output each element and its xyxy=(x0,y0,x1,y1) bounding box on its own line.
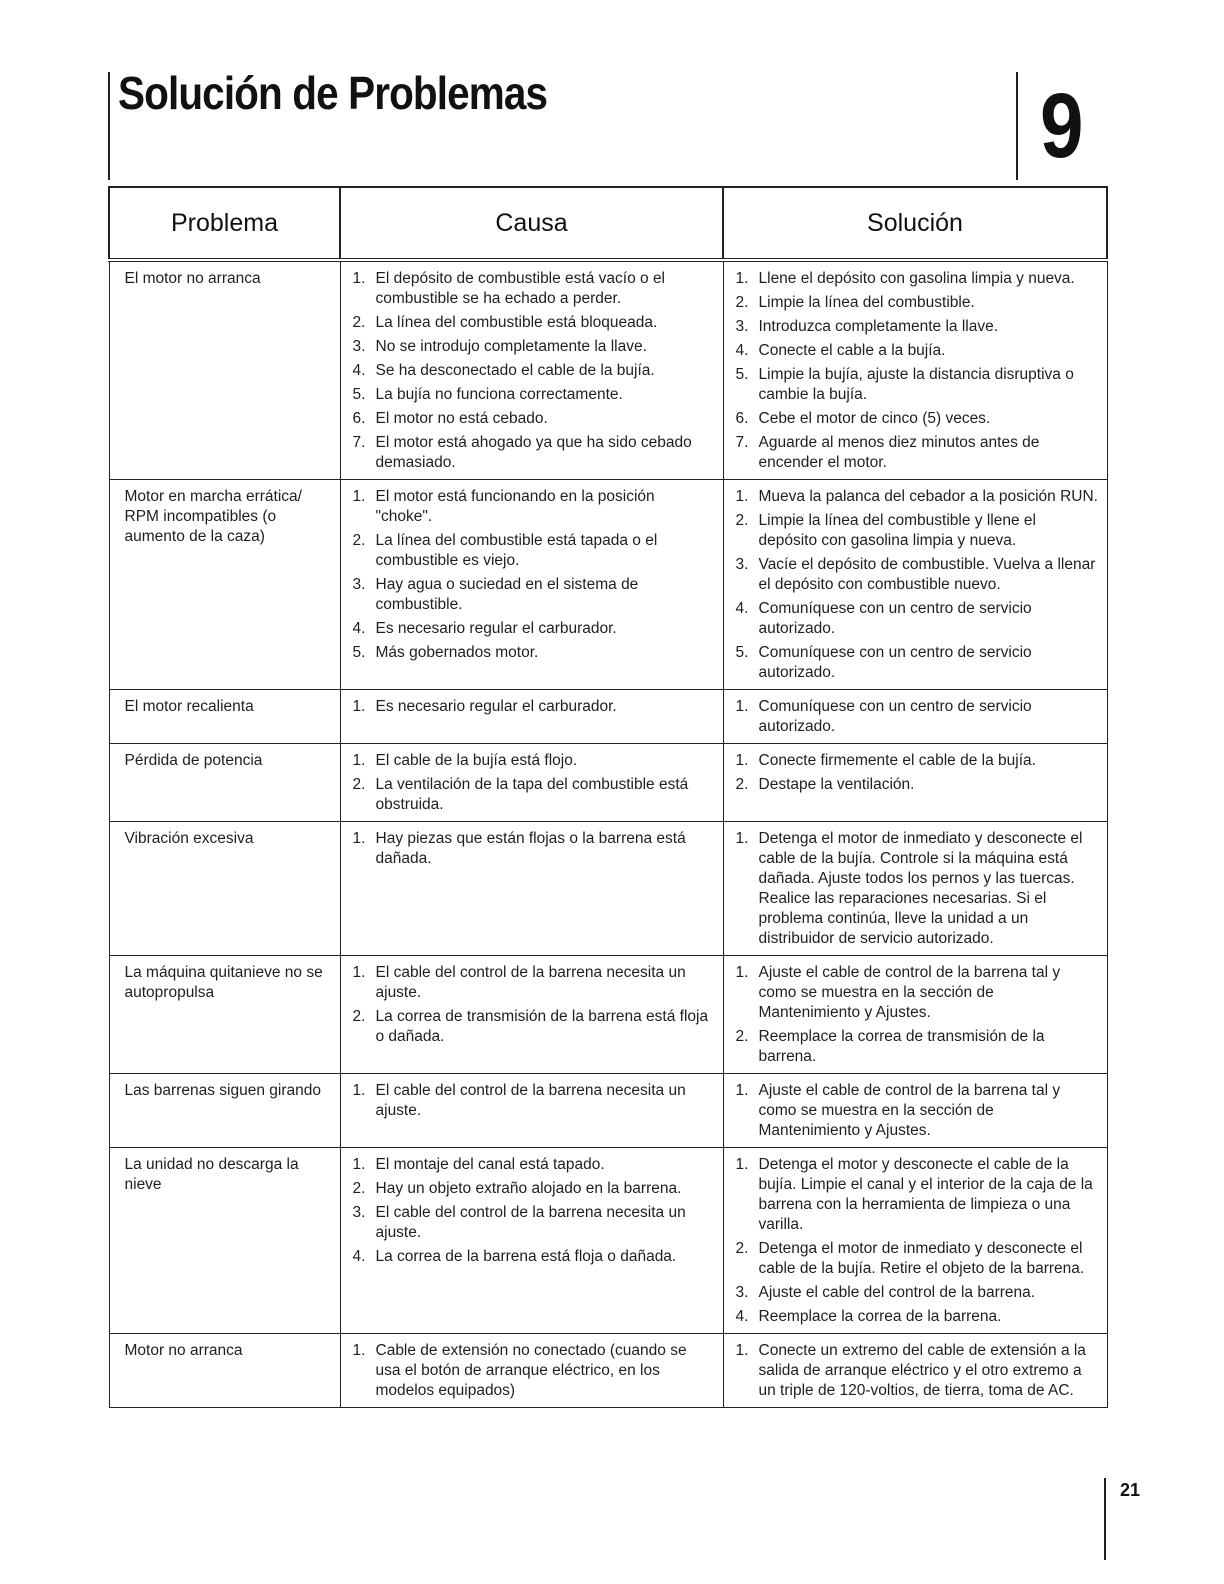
table-row xyxy=(109,744,1107,822)
cause-list xyxy=(353,697,715,717)
solution-item-number: 5. xyxy=(735,644,749,661)
solution-item-text: Comuníquese con un centro de servicio autorizado. xyxy=(758,644,1032,681)
solution-item-text: Conecte un extremo del cable de extensión a la salida de arranque eléctrico y el otro extremo a un triple de 120-voltios, de tierra, toma de AC. xyxy=(758,1342,1086,1399)
solution-item-number: 7. xyxy=(735,434,749,451)
cause-item-text: Hay un objeto extraño alojado en la barrena. xyxy=(375,1180,682,1197)
solution-item-text: Reemplace la correa de la barrena. xyxy=(758,1308,1002,1325)
cause-item-text: Cable de extensión no conectado (cuando se usa el botón de arranque eléctrico, en los modelos equipados) xyxy=(375,1342,687,1399)
cause-item-number: 1. xyxy=(352,1156,366,1173)
cause-item xyxy=(353,531,715,571)
page-number-rule xyxy=(1104,1478,1106,1560)
table-row xyxy=(109,956,1107,1074)
solution-item-number: 3. xyxy=(735,556,749,573)
cause-list xyxy=(353,963,715,1047)
table-body xyxy=(109,260,1107,1408)
solution-item xyxy=(736,1307,1099,1327)
solution-cell xyxy=(723,1148,1107,1334)
cause-item-number: 2. xyxy=(352,532,366,549)
cause-item xyxy=(353,337,715,357)
solution-item xyxy=(736,341,1099,361)
cause-cell xyxy=(340,260,723,480)
cause-cell xyxy=(340,1334,723,1408)
table-row xyxy=(109,260,1107,480)
cause-item xyxy=(353,751,715,771)
problem-cell: La máquina quitanieve no se autopropulsa xyxy=(109,956,340,1074)
cause-item-number: 1. xyxy=(352,270,366,287)
cause-item-text: La correa de transmisión de la barrena está floja o dañada. xyxy=(375,1008,709,1045)
problem-cell: El motor recalienta xyxy=(109,690,340,744)
cause-item xyxy=(353,1247,715,1267)
cause-item-number: 4. xyxy=(352,1248,366,1265)
solution-item-number: 1. xyxy=(735,698,749,715)
cause-item xyxy=(353,1081,715,1121)
cause-item-text: El motor no está cebado. xyxy=(375,410,548,427)
cause-item-number: 1. xyxy=(352,1082,366,1099)
cause-cell xyxy=(340,744,723,822)
solution-list xyxy=(736,269,1099,473)
cause-item-number: 4. xyxy=(352,362,366,379)
solution-cell xyxy=(723,480,1107,690)
solution-item-text: Reemplace la correa de transmisión de la barrena. xyxy=(758,1028,1045,1065)
cause-item xyxy=(353,269,715,309)
solution-item xyxy=(736,487,1099,507)
solution-item-text: Introduzca completamente la llave. xyxy=(758,318,999,335)
solution-item-number: 3. xyxy=(735,1284,749,1301)
cause-item-number: 1. xyxy=(352,1342,366,1359)
cause-item-text: El cable de la bujía está flojo. xyxy=(375,752,578,769)
solution-item xyxy=(736,317,1099,337)
solution-item xyxy=(736,409,1099,429)
solution-item xyxy=(736,293,1099,313)
solution-item-text: Comuníquese con un centro de servicio autorizado. xyxy=(758,698,1032,735)
solution-item-text: Llene el depósito con gasolina limpia y nueva. xyxy=(758,270,1075,287)
cause-item-text: Es necesario regular el carburador. xyxy=(375,698,617,715)
cause-item xyxy=(353,409,715,429)
solution-item-text: Ajuste el cable de control de la barrena tal y como se muestra en la sección de Mantenimiento y Ajustes. xyxy=(758,964,1061,1021)
solution-item-text: Conecte firmemente el cable de la bujía. xyxy=(758,752,1036,769)
solution-item-number: 6. xyxy=(735,410,749,427)
cause-list xyxy=(353,1341,715,1401)
solution-list xyxy=(736,1081,1099,1141)
solution-item xyxy=(736,643,1099,683)
solution-item-number: 3. xyxy=(735,318,749,335)
cause-item xyxy=(353,963,715,1003)
solution-item xyxy=(736,1341,1099,1401)
problem-cell: Motor en marcha errática/ RPM incompatibles (o aumento de la caza) xyxy=(109,480,340,690)
solution-item-number: 2. xyxy=(735,294,749,311)
cause-item-text: El motor está funcionando en la posición "choke". xyxy=(375,488,655,525)
problem-cell: El motor no arranca xyxy=(109,260,340,480)
cause-item-text: El cable del control de la barrena necesita un ajuste. xyxy=(375,1082,686,1119)
cause-item-number: 1. xyxy=(352,488,366,505)
cause-item xyxy=(353,829,715,869)
cause-list xyxy=(353,1081,715,1121)
solution-item-text: Cebe el motor de cinco (5) veces. xyxy=(758,410,991,427)
solution-item-text: Vacíe el depósito de combustible. Vuelva a llenar el depósito con combustible nuevo. xyxy=(758,556,1096,593)
solution-item-text: Aguarde al menos diez minutos antes de encender el motor. xyxy=(758,434,1040,471)
solution-cell xyxy=(723,260,1107,480)
solution-item-number: 1. xyxy=(735,1156,749,1173)
cause-item-text: Hay agua o suciedad en el sistema de combustible. xyxy=(375,576,639,613)
solution-item-text: Destape la ventilación. xyxy=(758,776,915,793)
cause-item-text: El montaje del canal está tapado. xyxy=(375,1156,605,1173)
solution-cell xyxy=(723,956,1107,1074)
cause-item xyxy=(353,1155,715,1175)
cause-item-number: 5. xyxy=(352,644,366,661)
solution-item-text: Ajuste el cable del control de la barrena. xyxy=(758,1284,1036,1301)
cause-item-number: 3. xyxy=(352,576,366,593)
solution-list xyxy=(736,1341,1099,1401)
cause-cell xyxy=(340,480,723,690)
cause-item-text: La línea del combustible está bloqueada. xyxy=(375,314,658,331)
problem-cell: Las barrenas siguen girando xyxy=(109,1074,340,1148)
cause-item xyxy=(353,1007,715,1047)
table-row xyxy=(109,1334,1107,1408)
cause-item-number: 2. xyxy=(352,1008,366,1025)
cause-item-number: 3. xyxy=(352,338,366,355)
cause-item-number: 2. xyxy=(352,1180,366,1197)
cause-item-text: El depósito de combustible está vacío o el combustible se ha echado a perder. xyxy=(375,270,666,307)
cause-item-number: 1. xyxy=(352,698,366,715)
cause-item-number: 1. xyxy=(352,830,366,847)
cause-item-number: 2. xyxy=(352,314,366,331)
solution-item-number: 4. xyxy=(735,600,749,617)
problem-cell: La unidad no descarga la nieve xyxy=(109,1148,340,1334)
solution-item xyxy=(736,433,1099,473)
solution-item-text: Limpie la línea del combustible. xyxy=(758,294,975,311)
problem-cell: Vibración excesiva xyxy=(109,822,340,956)
cause-item-text: El motor está ahogado ya que ha sido cebado demasiado. xyxy=(375,434,692,471)
solution-item xyxy=(736,1081,1099,1141)
cause-item xyxy=(353,1203,715,1243)
cause-item xyxy=(353,619,715,639)
cause-item xyxy=(353,643,715,663)
table-row xyxy=(109,690,1107,744)
solution-item-number: 1. xyxy=(735,270,749,287)
solution-item xyxy=(736,1155,1099,1235)
solution-item-text: Detenga el motor de inmediato y desconecte el cable de la bujía. Retire el objeto de la barrena. xyxy=(758,1240,1085,1277)
cause-item-number: 4. xyxy=(352,620,366,637)
solution-item-text: Mueva la palanca del cebador a la posición RUN. xyxy=(758,488,1098,505)
solution-item-number: 1. xyxy=(735,488,749,505)
chapter-number: 9 xyxy=(1040,75,1084,177)
solution-list xyxy=(736,697,1099,737)
solution-item-number: 1. xyxy=(735,1342,749,1359)
solution-item-text: Detenga el motor y desconecte el cable de la bujía. Limpie el canal y el interior de la caja de la barrena con la herramienta de limpieza o una varilla. xyxy=(758,1156,1093,1233)
solution-item-text: Conecte el cable a la bujía. xyxy=(758,342,946,359)
solution-cell xyxy=(723,690,1107,744)
page-number: 21 xyxy=(1120,1480,1141,1500)
column-header-solution: Solución xyxy=(723,187,1107,260)
cause-item-number: 7. xyxy=(352,434,366,451)
solution-item xyxy=(736,365,1099,405)
cause-cell xyxy=(340,1074,723,1148)
cause-item-text: La ventilación de la tapa del combustible está obstruida. xyxy=(375,776,689,813)
solution-item-number: 2. xyxy=(735,512,749,529)
solution-item-number: 1. xyxy=(735,752,749,769)
solution-cell xyxy=(723,1334,1107,1408)
table-header-row xyxy=(109,187,1107,260)
cause-item-number: 3. xyxy=(352,1204,366,1221)
table-row xyxy=(109,480,1107,690)
solution-item-number: 4. xyxy=(735,1308,749,1325)
table-row xyxy=(109,1148,1107,1334)
solution-cell xyxy=(723,744,1107,822)
solution-item-text: Limpie la bujía, ajuste la distancia disruptiva o cambie la bujía. xyxy=(758,366,1074,403)
solution-item xyxy=(736,1283,1099,1303)
solution-item-text: Limpie la línea del combustible y llene el depósito con gasolina limpia y nueva. xyxy=(758,512,1036,549)
solution-item xyxy=(736,269,1099,289)
cause-item-text: No se introdujo completamente la llave. xyxy=(375,338,647,355)
cause-list xyxy=(353,829,715,869)
solution-item-number: 1. xyxy=(735,1082,749,1099)
cause-item-text: El cable del control de la barrena necesita un ajuste. xyxy=(375,964,686,1001)
cause-item-number: 2. xyxy=(352,776,366,793)
cause-item xyxy=(353,1341,715,1401)
solution-item-number: 4. xyxy=(735,342,749,359)
solution-item-text: Detenga el motor de inmediato y desconecte el cable de la bujía. Controle si la máquina está dañada. Ajuste todos los pernos y las tuercas. Realice las reparaciones necesarias. Si el problema continúa, lleve la unidad a un distribuidor de servicio autorizado. xyxy=(758,830,1083,947)
cause-item-text: Hay piezas que están flojas o la barrena está dañada. xyxy=(375,830,686,867)
solution-item-number: 2. xyxy=(735,1028,749,1045)
cause-item-text: Es necesario regular el carburador. xyxy=(375,620,617,637)
cause-item-text: Se ha desconectado el cable de la bujía. xyxy=(375,362,655,379)
solution-list xyxy=(736,751,1099,795)
cause-item xyxy=(353,433,715,473)
solution-item-number: 1. xyxy=(735,830,749,847)
solution-item xyxy=(736,1027,1099,1067)
solution-list xyxy=(736,487,1099,683)
cause-item-text: La línea del combustible está tapada o el combustible es viejo. xyxy=(375,532,658,569)
solution-item xyxy=(736,697,1099,737)
cause-cell xyxy=(340,1148,723,1334)
cause-item xyxy=(353,361,715,381)
cause-cell xyxy=(340,690,723,744)
cause-cell xyxy=(340,822,723,956)
cause-item xyxy=(353,313,715,333)
solution-item xyxy=(736,511,1099,551)
chapter-rule xyxy=(1016,72,1018,180)
table-row xyxy=(109,1074,1107,1148)
cause-item-text: Más gobernados motor. xyxy=(375,644,539,661)
problem-cell: Pérdida de potencia xyxy=(109,744,340,822)
cause-item xyxy=(353,575,715,615)
cause-item-number: 1. xyxy=(352,964,366,981)
cause-item xyxy=(353,385,715,405)
cause-cell xyxy=(340,956,723,1074)
solution-cell xyxy=(723,1074,1107,1148)
solution-item-number: 1. xyxy=(735,964,749,981)
problem-cell: Motor no arranca xyxy=(109,1334,340,1408)
cause-item-number: 6. xyxy=(352,410,366,427)
solution-item-text: Comuníquese con un centro de servicio autorizado. xyxy=(758,600,1032,637)
cause-list xyxy=(353,751,715,815)
column-header-cause: Causa xyxy=(340,187,723,260)
title-rule xyxy=(108,72,110,180)
column-header-problem: Problema xyxy=(109,187,340,260)
solution-item xyxy=(736,829,1099,949)
solution-list xyxy=(736,963,1099,1067)
cause-item xyxy=(353,775,715,815)
page-title: Solución de Problemas xyxy=(118,67,548,119)
cause-item-number: 5. xyxy=(352,386,366,403)
solution-cell xyxy=(723,822,1107,956)
solution-item xyxy=(736,599,1099,639)
cause-item xyxy=(353,1179,715,1199)
solution-list xyxy=(736,1155,1099,1327)
cause-item-text: El cable del control de la barrena necesita un ajuste. xyxy=(375,1204,686,1241)
cause-item-text: La correa de la barrena está floja o dañada. xyxy=(375,1248,677,1265)
solution-item xyxy=(736,775,1099,795)
cause-item-text: La bujía no funciona correctamente. xyxy=(375,386,623,403)
troubleshooting-table xyxy=(108,186,1108,1408)
solution-item-number: 2. xyxy=(735,1240,749,1257)
solution-item-number: 2. xyxy=(735,776,749,793)
solution-list xyxy=(736,829,1099,949)
solution-item xyxy=(736,1239,1099,1279)
cause-list xyxy=(353,269,715,473)
cause-item xyxy=(353,487,715,527)
cause-list xyxy=(353,1155,715,1267)
cause-list xyxy=(353,487,715,663)
solution-item xyxy=(736,963,1099,1023)
solution-item xyxy=(736,555,1099,595)
cause-item-number: 1. xyxy=(352,752,366,769)
solution-item-number: 5. xyxy=(735,366,749,383)
table-row xyxy=(109,822,1107,956)
solution-item-text: Ajuste el cable de control de la barrena tal y como se muestra en la sección de Mantenimiento y Ajustes. xyxy=(758,1082,1061,1139)
solution-item xyxy=(736,751,1099,771)
cause-item xyxy=(353,697,715,717)
